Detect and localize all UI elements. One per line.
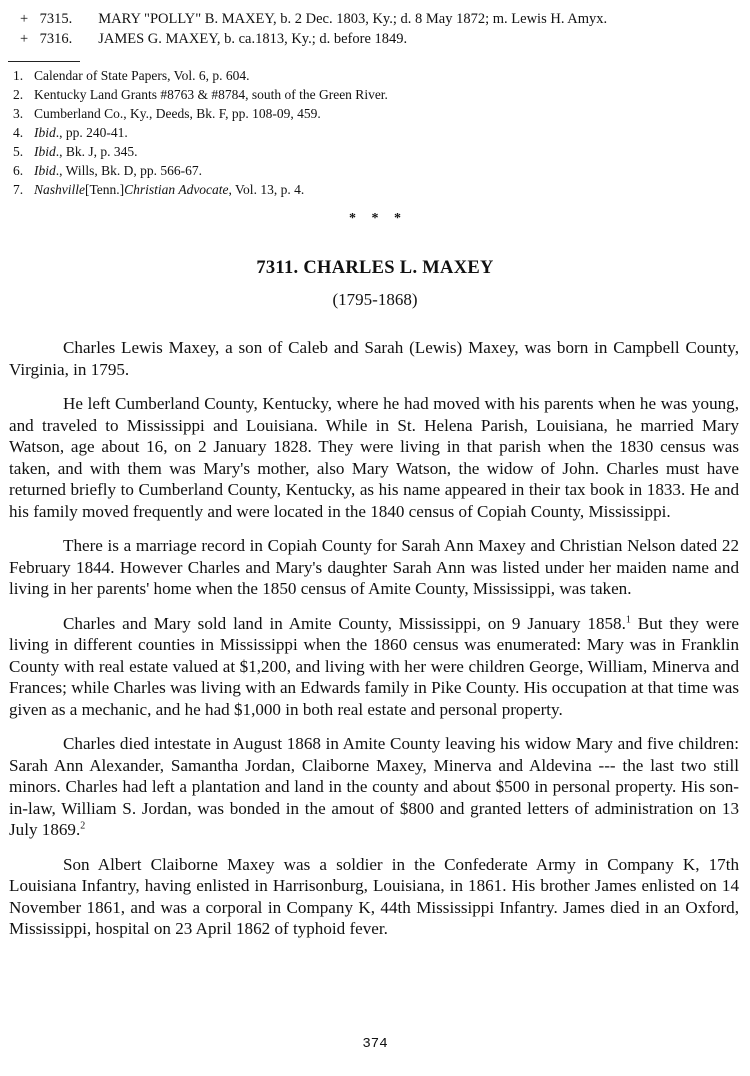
child-text: JAMES G. MAXEY, b. ca.1813, Ky.; d. before 1849. xyxy=(98,31,408,47)
child-marker: + xyxy=(20,31,29,47)
body-paragraph-1 xyxy=(9,337,739,380)
footnote-number: 3. xyxy=(13,106,24,121)
footnote-number: 7. xyxy=(13,182,24,197)
body-text xyxy=(9,337,739,953)
body-paragraph-3 xyxy=(9,535,739,600)
footnote-rule xyxy=(8,61,80,62)
footnote-text: Cumberland Co., Ky., Deeds, Bk. F, pp. 108-09, 459. xyxy=(34,106,321,121)
footnote-reference: 2 xyxy=(80,820,86,832)
footnote-text: , Vol. 13, p. 4. xyxy=(228,182,305,197)
footnote-text: Ibid xyxy=(34,125,56,140)
page-number: 374 xyxy=(362,1036,388,1052)
body-paragraph-6 xyxy=(9,854,739,940)
footnote-text: ., pp. 240-41. xyxy=(55,125,128,140)
paragraph-text: He left Cumberland County, Kentucky, where he had moved with his parents when he was young, and traveled to Mississippi and Louisiana. While in St. Helena Parish, Louisiana, he married Mary Watson, age about 16, on 2 January 1828. They were living in that parish when the 1830 census was taken, and with them was Mary's mother, also Mary Watson, the widow of John. Charles must have returned briefly to Cumberland County, Kentucky, as his name appeared in their tax book in 1833. He and his family moved frequently and were located in the 1840 census of Copiah County, Mississippi. xyxy=(9,394,739,521)
footnote-7 xyxy=(13,180,733,199)
footnote-number: 2. xyxy=(13,87,24,102)
children-list xyxy=(20,9,740,49)
section-separator: * * * xyxy=(349,211,407,226)
child-number: 7316. xyxy=(39,31,73,47)
footnote-number: 4. xyxy=(13,125,24,140)
paragraph-text: Son Albert Claiborne Maxey was a soldier in the Confederate Army in Company K, 17th Louisiana Infantry, having enlisted in Harrisonburg, Louisiana, in 1861. His brother James enlisted on 14 November 1861, and was a corporal in Company K, 44th Mississippi Infantry. James died in an Oxford, Mississippi, hospital on 23 April 1862 of typhoid fever. xyxy=(9,854,739,938)
footnote-text: [Tenn.] xyxy=(85,182,125,197)
child-entry xyxy=(20,9,740,29)
life-dates: (1795-1868) xyxy=(332,290,418,309)
footnote-text: ., Wills, Bk. D, pp. 566-67. xyxy=(55,163,202,178)
footnote-2 xyxy=(13,85,733,104)
paragraph-text: Charles died intestate in August 1868 in Amite County leaving his widow Mary and five children: Sarah Ann Alexander, Samantha Jordan, Claiborne Maxey, Minerva and Aldevina --- the last two still minors. Charles had left a plantation and land in the county and about $500 in personal property. His son-in-law, William S. Jordan, was bonded in the amout of $800 and granted letters of administration on 13 July 1869. xyxy=(9,734,739,839)
body-paragraph-2 xyxy=(9,393,739,522)
footnote-text: ., Bk. J, p. 345. xyxy=(55,144,138,159)
footnote-1 xyxy=(13,66,733,85)
section-heading: 7311. CHARLES L. MAXEY xyxy=(256,258,494,278)
body-paragraph-4 xyxy=(9,613,739,721)
child-marker: + xyxy=(20,11,29,27)
footnote-6 xyxy=(13,161,733,180)
footnote-text: Ibid xyxy=(34,144,56,159)
footnote-text: Ibid xyxy=(34,163,56,178)
child-number: 7315. xyxy=(39,11,73,27)
footnote-4 xyxy=(13,123,733,142)
child-entry xyxy=(20,29,740,49)
footnote-number: 5. xyxy=(13,144,24,159)
paragraph-text: There is a marriage record in Copiah County for Sarah Ann Maxey and Christian Nelson dated 22 February 1844. However Charles and Mary's daughter Sarah Ann was listed under her maiden name and living in her parents' home when the 1850 census of Amite County, Mississippi, was taken. xyxy=(9,536,739,598)
footnote-reference: 1 xyxy=(625,613,631,625)
footnotes-list xyxy=(13,66,733,199)
footnote-text: Nashville xyxy=(34,182,85,197)
footnote-text: Christian Advocate xyxy=(124,182,229,197)
child-text: MARY "POLLY" B. MAXEY, b. 2 Dec. 1803, Ky.; d. 8 May 1872; m. Lewis H. Amyx. xyxy=(98,11,608,27)
footnote-5 xyxy=(13,142,733,161)
footnote-number: 6. xyxy=(13,163,24,178)
footnote-text: Calendar of State Papers, Vol. 6, p. 604. xyxy=(34,68,250,83)
paragraph-text: Charles and Mary sold land in Amite County, Mississippi, on 9 January 1858. xyxy=(63,613,626,633)
footnote-text: Kentucky Land Grants #8763 & #8784, south of the Green River. xyxy=(34,87,388,102)
footnote-3 xyxy=(13,104,733,123)
footnote-number: 1. xyxy=(13,68,24,83)
paragraph-text: But they were living in different counties in Mississippi when the 1860 census was enumerated: Mary was in Franklin County with real estate valued at $1,200, and living with her were children George, William, Minerva and Frances; while Charles was living with an Edwards family in Pike County. His occupation at that time was given as a mechanic, and he had $1,000 in both real estate and personal property. xyxy=(9,613,739,719)
paragraph-text: Charles Lewis Maxey, a son of Caleb and Sarah (Lewis) Maxey, was born in Campbell County, Virginia, in 1795. xyxy=(9,338,739,379)
body-paragraph-5 xyxy=(9,733,739,841)
